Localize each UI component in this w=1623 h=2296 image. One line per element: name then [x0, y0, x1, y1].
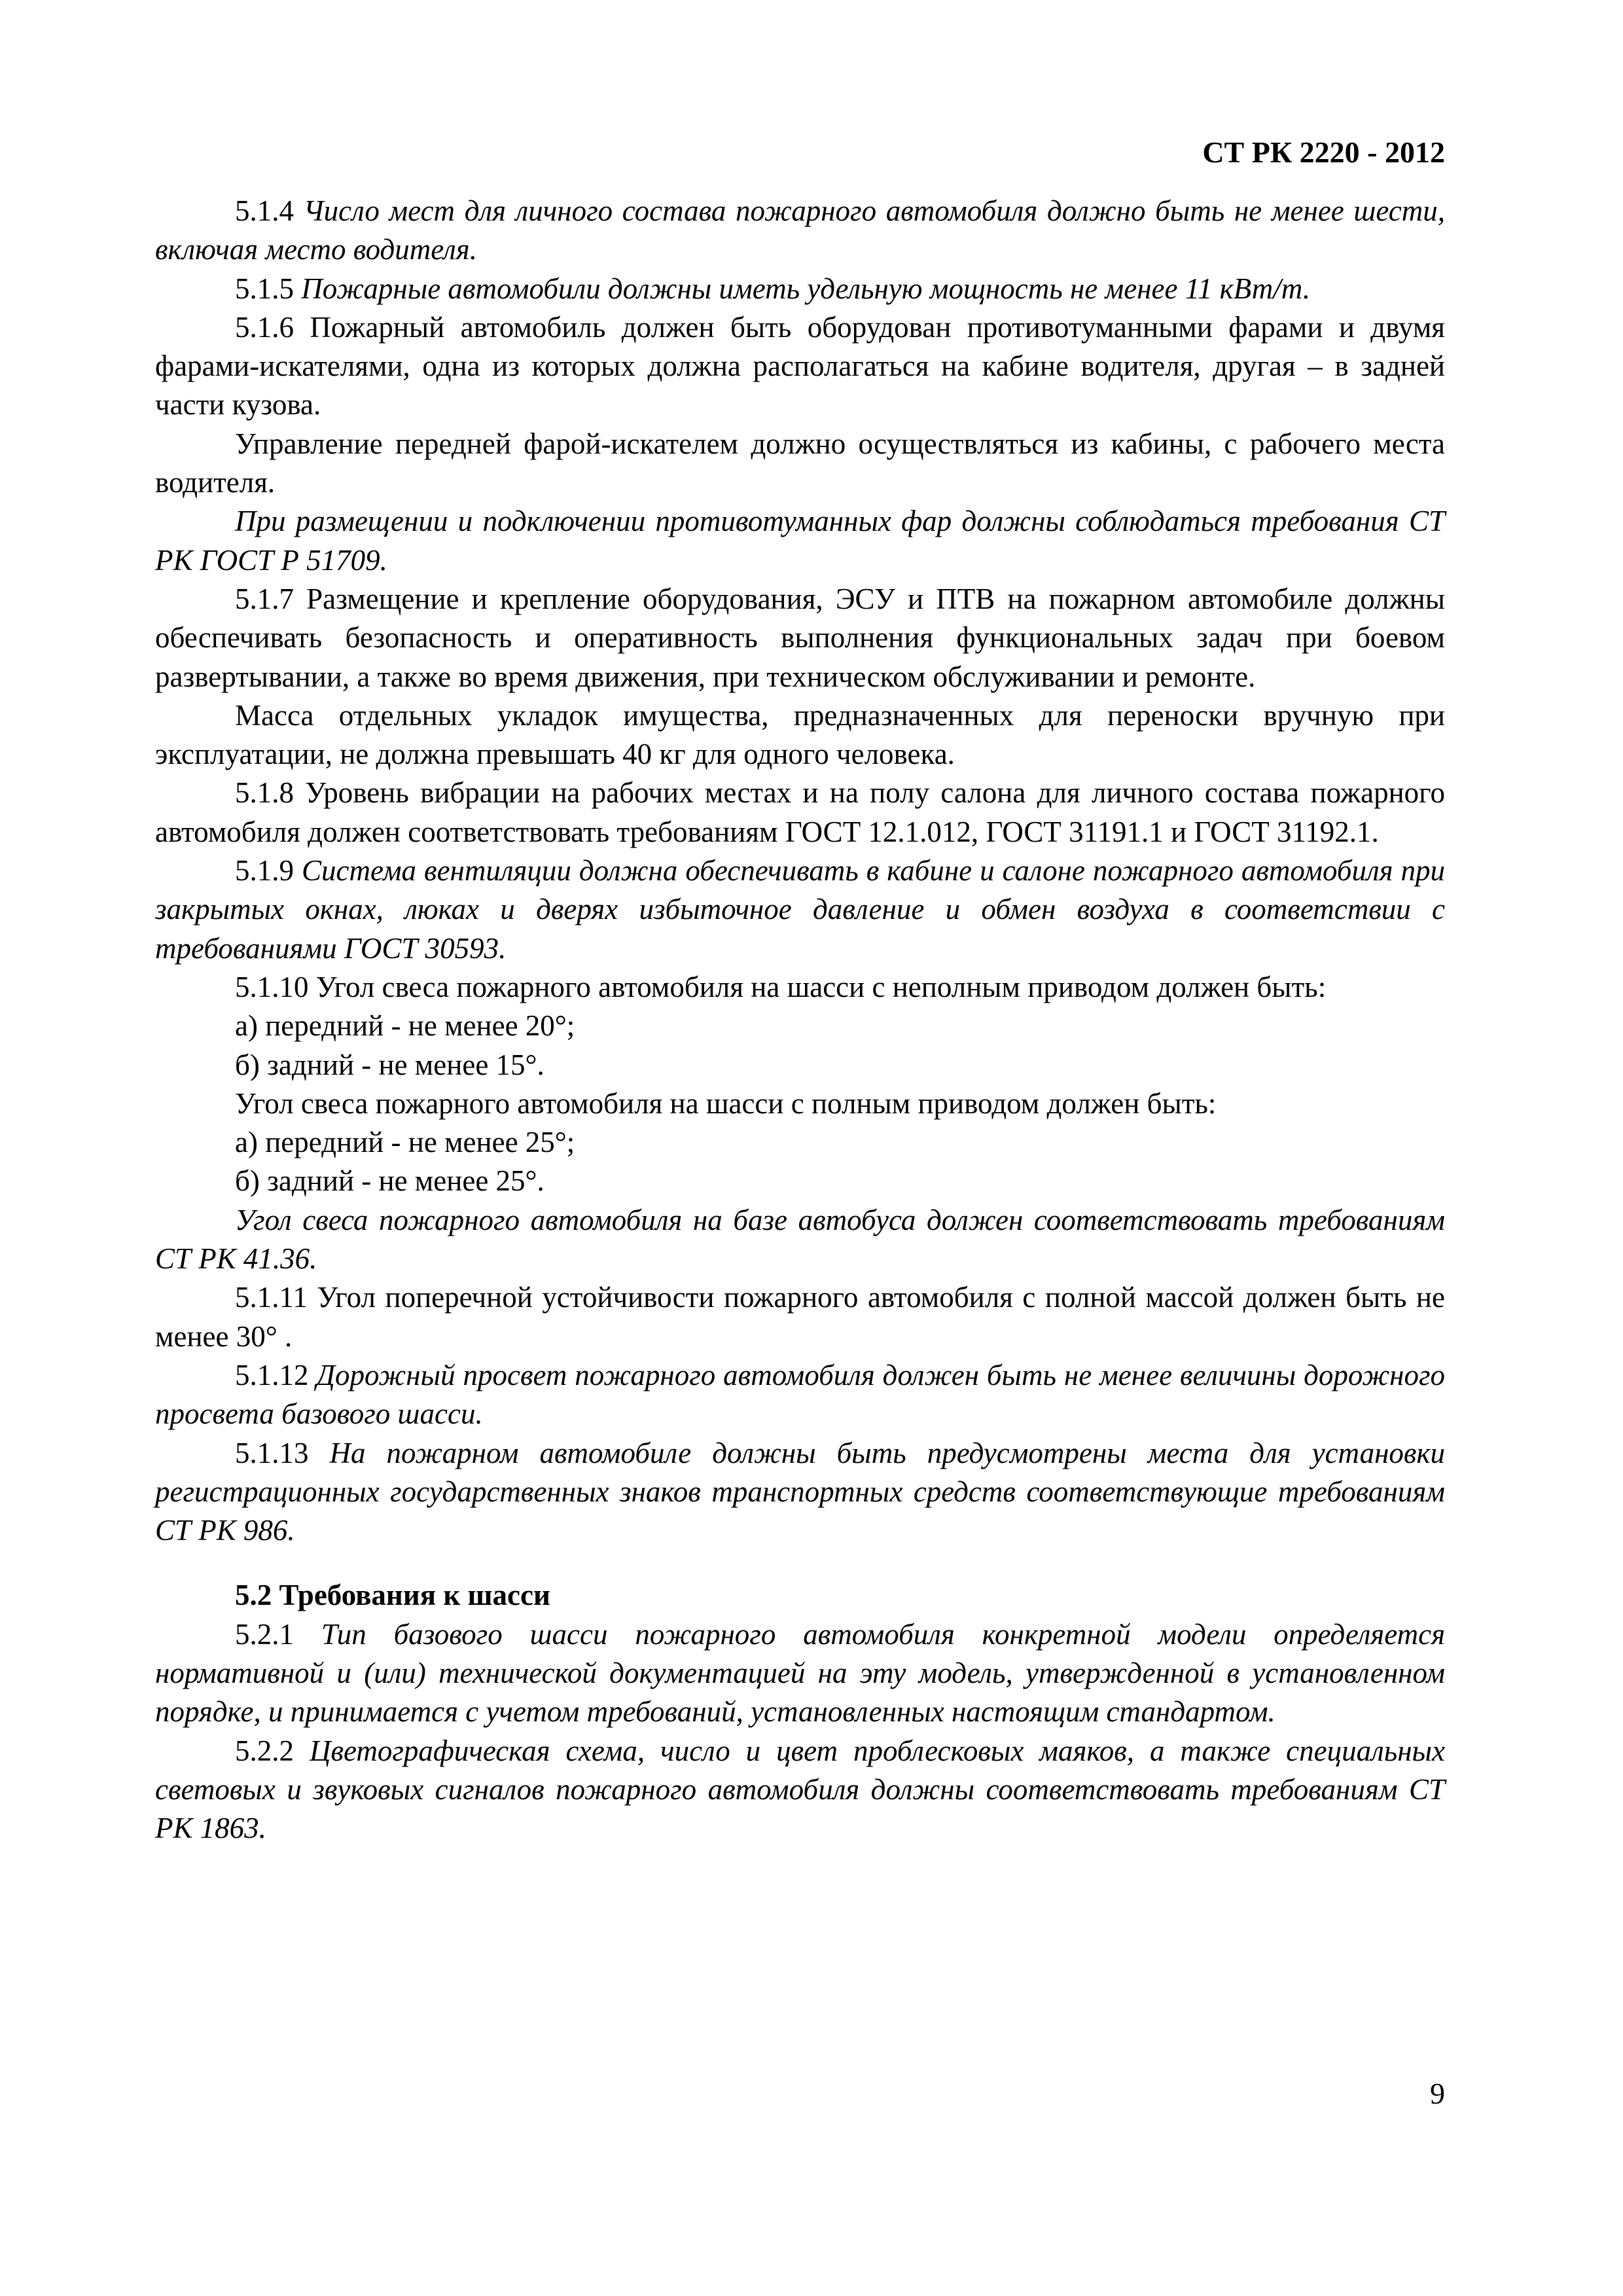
clause-text: Тип базового шасси пожарного автомобиля конкретной модели определяется нормативной и (или) технической документацией на эту модель, утвержденной в установленном порядке, и принимается с учетом требований, установленных настоящим стандартом.: [155, 1617, 1445, 1729]
clause-number: 5.2.2: [235, 1734, 310, 1767]
clause-text: Система вентиляции должна обеспечивать в кабине и салоне пожарного автомобиля при закрытых окнах, люках и дверях избыточное давление и обмен воздуха в соответствии с требованиями ГОСТ 30593.: [155, 854, 1446, 965]
clause-text: Цветографическая схема, число и цвет проблесковых маяков, а также специальных световых и звуковых сигналов пожарного автомобиля должны соответствовать требованиям СТ РК 1863.: [155, 1734, 1445, 1845]
clause-5-1-7: 5.1.7 Размещение и крепление оборудования, ЭСУ и ПТВ на пожарном автомобиле должны обеспечивать безопасность и оперативность выполнения функциональных задач при боевом развертывании, а также во время движения, при техническом обслуживании и ремонте.: [155, 582, 1445, 693]
clause-5-2-2: [155, 1732, 1445, 1848]
section-heading-5-2: 5.2 Требования к шасси: [235, 1579, 550, 1612]
clause-5-1-4: [155, 192, 1445, 270]
clause-5-1-11: 5.1.11 Угол поперечной устойчивости пожарного автомобиля с полной массой должен быть не менее 30° .: [155, 1281, 1445, 1353]
clause-number: 5.1.12: [235, 1358, 317, 1391]
clause-number: 5.2.1: [235, 1617, 321, 1651]
clause-5-1-8: 5.1.8 Уровень вибрации на рабочих местах и на полу салона для личного состава пожарного автомобиля должен соответствовать требованиям ГОСТ 12.1.012, ГОСТ 31191.1 и ГОСТ 31192.1.: [155, 776, 1445, 848]
page-number: 9: [1430, 2077, 1445, 2110]
clause-5-1-10: 5.1.10 Угол свеса пожарного автомобиля на шасси с неполным приводом должен быть:: [235, 970, 1327, 1003]
clause-text: На пожарном автомобиле должны быть предусмотрены места для установки регистрационных государственных знаков транспортных средств соответствующие требованиям СТ РК 986.: [155, 1436, 1445, 1547]
clause-5-1-6: 5.1.6 Пожарный автомобиль должен быть оборудован противотуманными фарами и двумя фарами-искателями, одна из которых должна располагаться на кабине водителя, другая – в задней части кузова.: [155, 310, 1445, 422]
clause-5-1-10-paragraph-3: Угол свеса пожарного автомобиля на базе автобуса должен соответствовать требованиям СТ РК 41.36.: [155, 1203, 1445, 1276]
clause-number: 5.1.5: [235, 272, 302, 305]
clause-5-2-1: [155, 1615, 1445, 1732]
clause-text: Пожарные автомобили должны иметь удельную мощность не менее 11 кВт/т.: [301, 272, 1311, 305]
clause-number: 5.1.9: [235, 854, 302, 888]
clause-5-1-5: [155, 270, 1445, 308]
document-code-header: СТ РК 2220 - 2012: [1202, 135, 1445, 169]
clause-text: Дорожный просвет пожарного автомобиля должен быть не менее величины дорожного просвета базового шасси.: [155, 1358, 1445, 1431]
clause-5-1-10-paragraph-2: Угол свеса пожарного автомобиля на шасси с полным приводом должен быть:: [235, 1086, 1217, 1120]
clause-5-1-10-item-b-2: б) задний - не менее 25°.: [235, 1164, 544, 1198]
clause-5-1-10-item-b: б) задний - не менее 15°.: [235, 1048, 544, 1081]
clause-text: Число мест для личного состава пожарного автомобиля должно быть не менее шести, включая место водителя.: [155, 194, 1446, 266]
clause-5-1-12: [155, 1356, 1445, 1434]
clause-5-1-9: [155, 852, 1445, 968]
clause-5-1-7-paragraph-2: Масса отдельных укладок имущества, предназначенных для переноски вручную при эксплуатации, не должна превышать 40 кг для одного человека.: [155, 698, 1445, 771]
clause-number: 5.1.4: [235, 194, 304, 227]
document-body: [155, 192, 1445, 1848]
clause-5-1-10-item-a: а) передний - не менее 20°;: [235, 1009, 575, 1043]
clause-number: 5.1.13: [235, 1436, 330, 1469]
clause-5-1-6-paragraph-2: Управление передней фарой-искателем должно осуществляться из кабины, с рабочего места водителя.: [155, 427, 1445, 499]
clause-5-1-10-item-a-2: а) передний - не менее 25°;: [235, 1126, 575, 1159]
clause-5-1-13: [155, 1434, 1445, 1551]
clause-5-1-6-paragraph-3: При размещении и подключении противотуманных фар должны соблюдаться требования СТ РК ГОСТ Р 51709.: [155, 505, 1445, 577]
